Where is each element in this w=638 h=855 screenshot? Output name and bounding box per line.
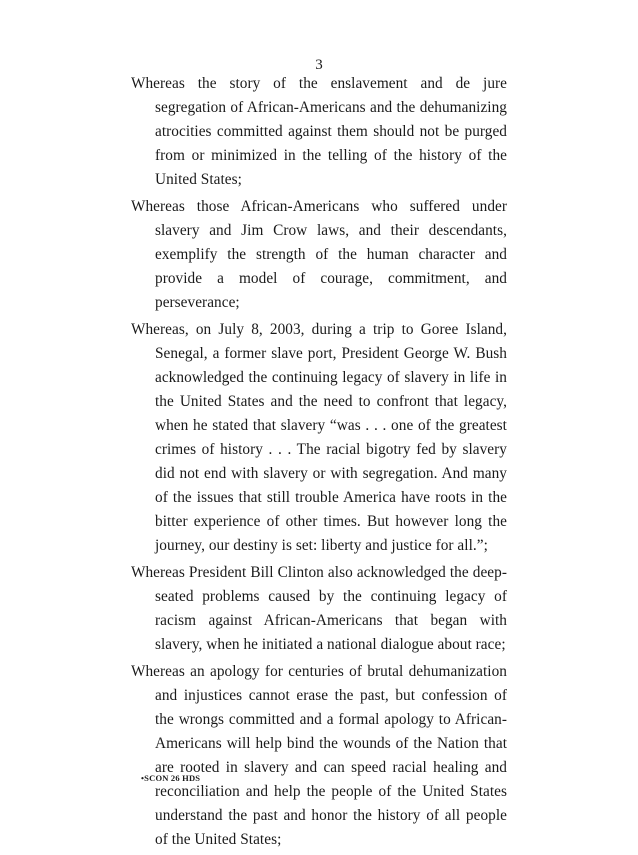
document-footer-id: •SCON 26 HDS — [141, 773, 201, 783]
whereas-clause-4: Whereas President Bill Clinton also acknowledged the deep-seated problems caused by the continuing legacy of racism against African-Americans that began with slavery, when he initiated a national dialogue about race; — [131, 564, 507, 653]
whereas-clause-5: Whereas an apology for centuries of brutal dehumanization and injustices cannot erase the past, but confession of the wrongs committed and a formal apology to African-Americans will help bind the wounds of the Nation that are rooted in slavery and can speed racial healing and reconciliation and help the people of the United States understand the past and honor the history of all people of the United States; — [131, 663, 507, 848]
whereas-clause-3: Whereas, on July 8, 2003, during a trip to Goree Island, Senegal, a former slave port, President George W. Bush acknowledged the continuing legacy of slavery in life in the United States and the need to confront that legacy, when he stated that slavery “was . . . one of the greatest crimes of history . . . The racial bigotry fed by slavery did not end with slavery or with segregation. And many of the issues that still trouble America have roots in the bitter experience of other times. But however long the journey, our destiny is set: liberty and justice for all.”; — [131, 321, 507, 554]
document-body — [131, 72, 507, 855]
whereas-clause-1: Whereas the story of the enslavement and de jure segregation of African-Americans and the dehumanizing atrocities committed against them should not be purged from or minimized in the telling of the history of the United States; — [131, 75, 507, 188]
whereas-clause-2: Whereas those African-Americans who suffered under slavery and Jim Crow laws, and their descendants, exemplify the strength of the human character and provide a model of courage, commitment, and perseverance; — [131, 198, 507, 311]
page-number: 3 — [315, 57, 323, 73]
